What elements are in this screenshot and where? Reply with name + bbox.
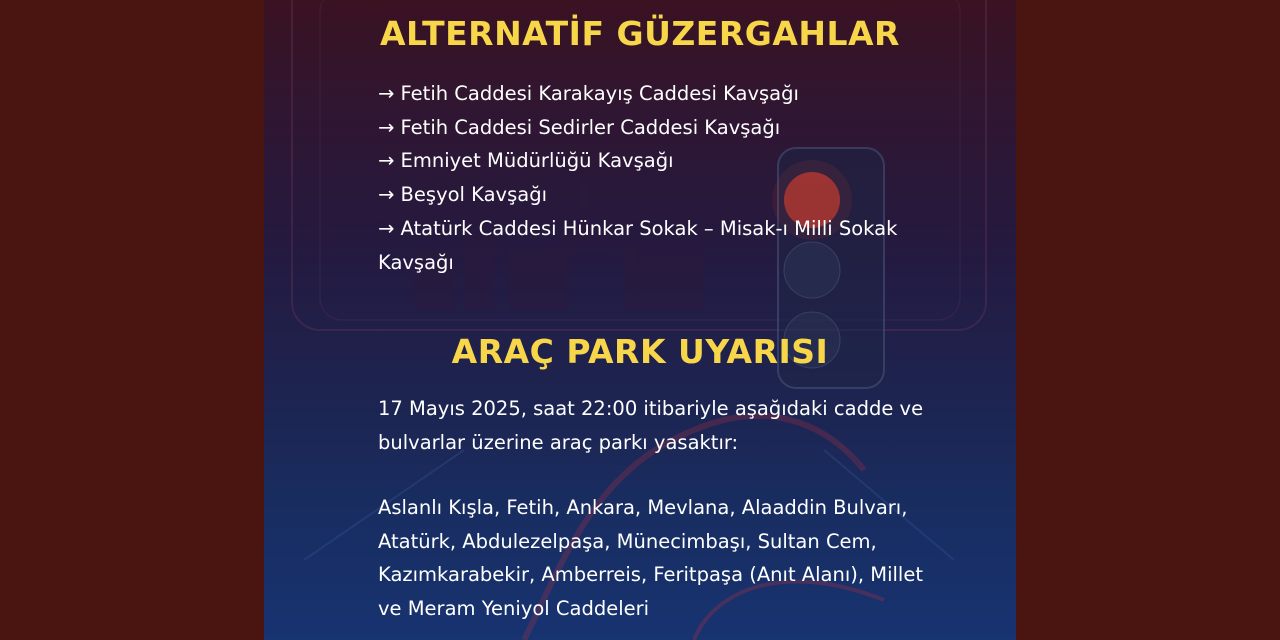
parking-warning-intro: 17 Mayıs 2025, saat 22:00 itibariyle aşağıdaki cadde ve bulvarlar üzerine araç parkı yasaktır:: [378, 397, 924, 454]
alternative-routes-title: ALTERNATİF GÜZERGAHLAR: [380, 14, 900, 53]
list-item: → Fetih Caddesi Sedirler Caddesi Kavşağı: [378, 115, 781, 139]
list-item: → Fetih Caddesi Karakayış Caddesi Kavşağı: [378, 82, 799, 105]
parking-banned-streets: Aslanlı Kışla, Fetih, Ankara, Mevlana, Alaaddin Bulvarı, Atatürk, Abdulezelpaşa, Münecimbaşı, Sultan Cem, Kazımkarabekir, Amberreis, Feritpaşa (Anıt Alanı), Millet ve Meram Yeniyol Caddeleri: [378, 496, 923, 621]
parking-warning-title: ARAÇ PARK UYARISI: [451, 332, 829, 371]
list-item: → Emniyet Müdürlüğü Kavşağı: [378, 149, 674, 173]
list-item: → Atatürk Caddesi Hünkar Sokak – Misak-ı Milli Sokak Kavşağı: [378, 216, 898, 274]
alternative-routes-list: [378, 77, 938, 279]
list-item: → Beşyol Kavşağı: [378, 183, 547, 207]
announcement-poster: [264, 0, 1016, 640]
